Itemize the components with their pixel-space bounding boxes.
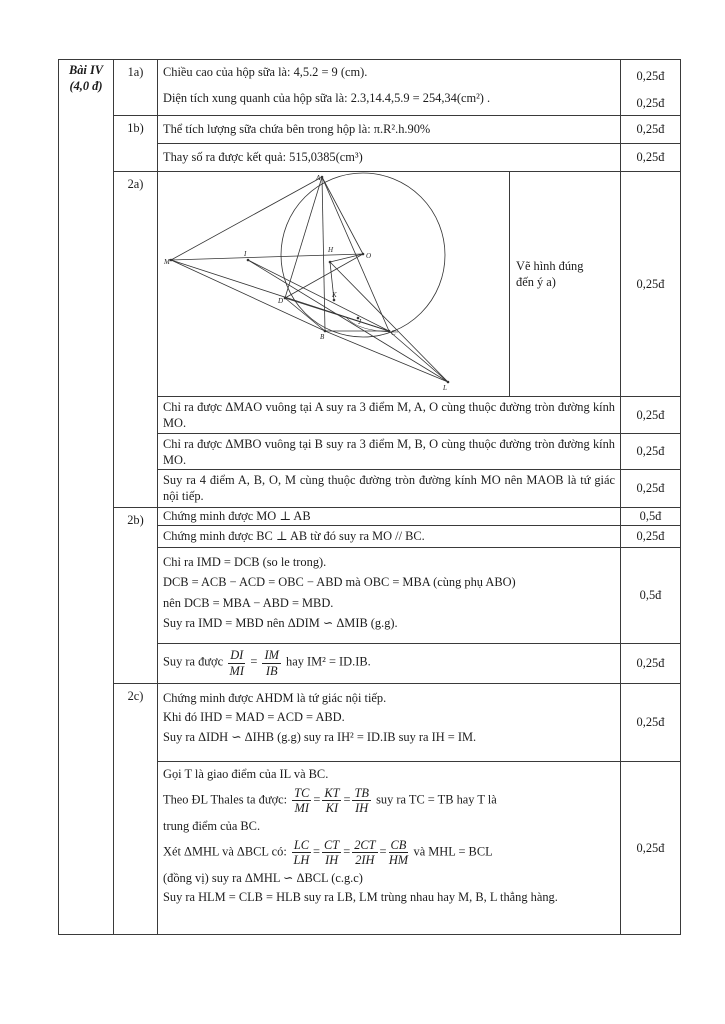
score-value: 0,25đ	[621, 172, 681, 397]
denominator: IH	[325, 853, 339, 868]
section-cell	[59, 60, 114, 935]
answer-line: DCB = ACB − ACD = OBC − ABD mà OBC = MBA (cùng phụ ABO)	[163, 575, 516, 590]
numerator: TC	[294, 786, 310, 801]
numerator: CB	[390, 838, 407, 853]
answer-cell	[158, 60, 621, 116]
answer-line: Suy ra 4 điểm A, B, O, M cùng thuộc đường tròn đường kính MO nên MAOB là tứ giác nội tiếp.	[163, 472, 615, 504]
question-label: 2c)	[114, 683, 158, 934]
point-label: H	[328, 246, 334, 254]
point-label: O	[366, 252, 372, 260]
point-label: J	[358, 318, 362, 326]
fraction	[352, 786, 370, 816]
figure-cell	[158, 172, 621, 397]
answer-line: Suy ra HLM = CLB = HLB suy ra LB, LM trùng nhau hay M, B, L thẳng hàng.	[163, 889, 558, 904]
answer-line: Chứng minh được AHDM là tứ giác nội tiếp.	[163, 690, 387, 705]
score-value: 0,25đ	[621, 434, 681, 470]
score-value: 0,25đ	[621, 525, 681, 547]
section-title: Bài IV	[68, 63, 104, 77]
section-points: (4,0 đ)	[69, 78, 103, 93]
grading-table	[58, 59, 681, 935]
point-label: M	[164, 258, 170, 266]
table-row	[59, 683, 681, 761]
fraction	[322, 838, 341, 868]
point-label: D	[278, 297, 284, 305]
numerator: 2CT	[354, 838, 376, 853]
answer-cell	[158, 547, 621, 643]
score-value: 0,25đ	[621, 643, 681, 683]
denominator: MI	[229, 663, 244, 678]
numerator: LC	[293, 838, 310, 853]
fraction	[389, 838, 409, 868]
answer-cell	[158, 643, 621, 683]
question-label: 1a)	[114, 60, 158, 116]
point-label: L	[443, 384, 447, 392]
fraction	[292, 786, 311, 816]
answer-line: Xét ΔMHL và ΔBCL có: $\frac{LC}{LH}$ = $\frac{CT}{IH}$ = $\frac{2CT}{2IH}$ = $\frac{CB}{HM}$ và MHL = BCL	[163, 838, 493, 868]
score-value: 0,25đ	[636, 96, 665, 110]
answer-cell	[158, 434, 621, 470]
answer-cell	[158, 469, 621, 507]
point-label: A	[316, 174, 321, 182]
table-row	[59, 60, 681, 116]
answer-line: Chiều cao của hộp sữa là: 4,5.2 = 9 (cm).	[163, 65, 368, 79]
answer-cell	[158, 397, 621, 434]
answer-line: (đồng vị) suy ra ΔMHL ∽ ΔBCL (c.g.c)	[163, 870, 363, 885]
numerator: TB	[354, 786, 369, 801]
denominator: LH	[293, 853, 310, 868]
answer-line: Chỉ ra được ΔMBO vuông tại B suy ra 3 điểm M, B, O cùng thuộc đường tròn đường kính MO.	[163, 437, 615, 468]
text-fragment: và MHL = BCL	[413, 844, 493, 859]
answer-cell	[158, 507, 621, 525]
denominator: KI	[325, 801, 339, 816]
point-label: I	[244, 250, 247, 258]
figure-caption	[510, 172, 620, 396]
question-label: 2a)	[114, 172, 158, 508]
numerator: KT	[324, 786, 340, 801]
denominator: MI	[294, 801, 309, 816]
score-value: 0,25đ	[621, 397, 681, 434]
answer-line: Theo ĐL Thales ta được: $\frac{TC}{MI}$ = $\frac{KT}{KI}$ = $\frac{TB}{IH}$ suy ra TC = TB hay T là	[163, 786, 497, 816]
answer-line: Diện tích xung quanh của hộp sữa là: 2.3,14.4,5.9 = 254,34(cm²) .	[163, 91, 491, 106]
fraction	[322, 786, 341, 816]
question-label: 2b)	[114, 507, 158, 683]
numerator: IM	[264, 648, 279, 663]
answer-line: Chỉ ra được ΔMAO vuông tại A suy ra 3 điểm M, A, O cùng thuộc đường tròn đường kính MO.	[163, 400, 615, 431]
score-value: 0,25đ	[621, 683, 681, 761]
table-row	[59, 116, 681, 144]
geometry-diagram	[158, 172, 509, 396]
numerator: DI	[230, 648, 244, 663]
answer-line: Chứng minh được MO ⊥ AB	[163, 508, 311, 523]
point-label: C	[391, 329, 396, 337]
answer-cell	[158, 683, 621, 761]
table-row	[59, 172, 681, 397]
geometry-figure	[158, 172, 510, 396]
answer-cell	[158, 144, 621, 172]
score-value: 0,25đ	[621, 116, 681, 144]
point-label: K	[332, 291, 337, 299]
table-row	[59, 507, 681, 525]
caption-line: Vẽ hình đúng	[516, 259, 584, 273]
answer-cell	[158, 761, 621, 934]
answer-cell	[158, 116, 621, 144]
point-label: B	[320, 333, 325, 341]
denominator: HM	[388, 853, 409, 868]
answer-line: Chứng minh được BC ⊥ AB từ đó suy ra MO // BC.	[163, 529, 425, 544]
denominator: IH	[355, 801, 369, 816]
answer-cell	[158, 525, 621, 547]
fraction	[352, 838, 377, 868]
fraction	[228, 648, 245, 678]
score-value: 0,5đ	[621, 507, 681, 525]
text-fragment: hay IM² = ID.IB.	[286, 655, 371, 670]
denominator: IB	[265, 663, 278, 678]
score-value: 0,5đ	[621, 547, 681, 643]
answer-line: Suy ra ΔIDH ∽ ΔIHB (g.g) suy ra IH² = ID.IB suy ra IH = IM.	[163, 729, 477, 744]
text-fragment: Theo ĐL Thales ta được:	[163, 792, 288, 807]
answer-line: Gọi T là giao điểm của IL và BC.	[163, 766, 329, 781]
answer-line: trung điểm của BC.	[163, 818, 261, 833]
fraction	[292, 838, 311, 868]
answer-line: Khi đó IHD = MAD = ACD = ABD.	[163, 710, 345, 725]
text-fragment: Suy ra được	[163, 655, 224, 670]
text-fragment: suy ra TC = TB hay T là	[376, 792, 497, 807]
answer-line: Chỉ ra IMD = DCB (so le trong).	[163, 554, 327, 569]
denominator: 2IH	[355, 853, 375, 868]
answer-line: Thể tích lượng sữa chứa bên trong hộp là: π.R².h.90%	[163, 122, 431, 137]
score-value: 0,25đ	[621, 469, 681, 507]
answer-line: Thay số ra được kết quả: 515,0385(cm³)	[163, 150, 363, 165]
score-value: 0,25đ	[621, 761, 681, 934]
score-value: 0,25đ	[621, 144, 681, 172]
text-fragment: Xét ΔMHL và ΔBCL có:	[163, 844, 287, 859]
answer-line: Suy ra được $\frac{DI}{MI}$ = $\frac{IM}{IB}$ hay IM² = ID.IB.	[163, 648, 371, 678]
score-value: 0,25đ	[636, 68, 665, 83]
score-cell	[621, 60, 681, 116]
caption-line: đến ý a)	[516, 275, 556, 290]
numerator: CT	[324, 838, 340, 853]
fraction	[262, 648, 280, 678]
answer-line: nên DCB = MBA − ABD = MBD.	[163, 595, 334, 610]
question-label: 1b)	[114, 116, 158, 172]
answer-line: Suy ra IMD = MBD nên ΔDIM ∽ ΔMIB (g.g).	[163, 615, 398, 630]
